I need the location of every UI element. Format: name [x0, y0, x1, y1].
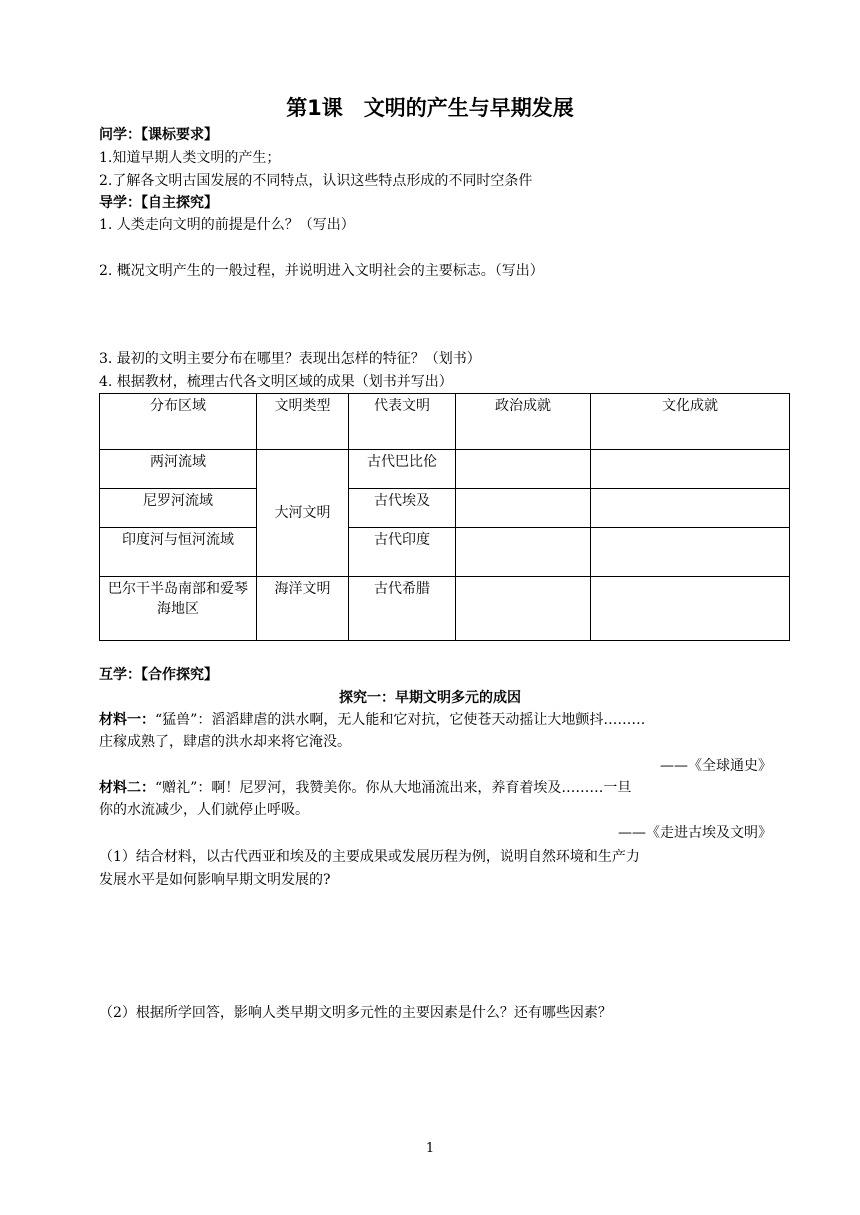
region-cell: 印度河与恒河流域: [100, 528, 257, 577]
civ-cell: 古代埃及: [349, 489, 456, 528]
material-1-source: ——《全球通史》: [660, 758, 772, 774]
material-1-line-1: [99, 710, 645, 730]
daoxue-heading: 导学：【自主探究】: [99, 195, 218, 211]
civ-cell: 古代巴比伦: [349, 450, 456, 489]
header-political: 政治成就: [456, 394, 591, 450]
material-2-source: ——《走进古埃及文明》: [618, 825, 772, 841]
header-type: 文明类型: [257, 394, 349, 450]
cultural-answer-cell[interactable]: [591, 577, 790, 641]
region-cell: 巴尔干半岛南部和爱琴海地区: [100, 577, 257, 641]
explore-question-1-line-1: （1）结合材料，以古代西亚和埃及的主要成果或发展历程为例，说明自然环境和生产力: [99, 849, 640, 865]
civilization-table: [99, 393, 790, 641]
table-row: [100, 528, 790, 577]
political-answer-cell[interactable]: [456, 489, 591, 528]
material-2-line-1: [99, 778, 631, 798]
question-3: 3. 最初的文明主要分布在哪里？表现出怎样的特征？（划书）: [99, 351, 481, 367]
page-title: 第1课 文明的产生与早期发展: [286, 96, 574, 120]
header-region: 分布区域: [100, 394, 257, 450]
explore-question-1-line-2: 发展水平是如何影响早期文明发展的?: [99, 872, 331, 888]
header-cultural: 文化成就: [591, 394, 790, 450]
explore-question-2: （2）根据所学回答，影响人类早期文明多元性的主要因素是什么？还有哪些因素？: [99, 1005, 612, 1021]
table-row: [100, 450, 790, 489]
material-1-line-2: 庄稼成熟了，肆虐的洪水却来将它淹没。: [99, 734, 351, 750]
cultural-answer-cell[interactable]: [591, 528, 790, 577]
page-number: 1: [425, 1141, 435, 1156]
civ-cell: 古代印度: [349, 528, 456, 577]
civ-cell: 古代希腊: [349, 577, 456, 641]
region-cell: 两河流域: [100, 450, 257, 489]
standard-item-1: 1.知道早期人类文明的产生；: [99, 150, 281, 166]
cultural-answer-cell[interactable]: [591, 489, 790, 528]
political-answer-cell[interactable]: [456, 528, 591, 577]
question-4: 4. 根据教材，梳理古代各文明区域的成果（划书并写出）: [99, 374, 453, 390]
table-header-row: [100, 394, 790, 450]
header-civ: 代表文明: [349, 394, 456, 450]
material-1-text: “猛兽”：滔滔肆虐的洪水啊，无人能和它对抗，它使苍天动摇让大地颤抖………: [155, 712, 646, 728]
standard-item-2: 2.了解各文明古国发展的不同特点，认识这些特点形成的不同时空条件: [99, 173, 533, 189]
political-answer-cell[interactable]: [456, 577, 591, 641]
table-row: [100, 577, 790, 641]
material-2-text: “赠礼”：啊！尼罗河，我赞美你。你从大地涌流出来，养育着埃及………一旦: [155, 780, 632, 796]
table-row: [100, 489, 790, 528]
region-cell: 尼罗河流域: [100, 489, 257, 528]
explore-title: 探究一：早期文明多元的成因: [339, 690, 521, 706]
political-answer-cell[interactable]: [456, 450, 591, 489]
type-cell-sea: 海洋文明: [257, 577, 349, 641]
cultural-answer-cell[interactable]: [591, 450, 790, 489]
material-2-line-2: 你的水流减少，人们就停止呼吸。: [99, 802, 309, 818]
wenxue-heading: 问学：【课标要求】: [99, 127, 218, 143]
question-2: 2. 概况文明产生的一般过程，并说明进入文明社会的主要标志。（写出）: [99, 263, 544, 279]
huxue-heading: 互学：【合作探究】: [99, 667, 218, 683]
question-1: 1. 人类走向文明的前提是什么？（写出）: [99, 217, 355, 233]
material-1-label: 材料一：: [99, 712, 155, 728]
material-2-label: 材料二：: [99, 780, 155, 796]
type-cell-river: 大河文明: [257, 450, 349, 577]
